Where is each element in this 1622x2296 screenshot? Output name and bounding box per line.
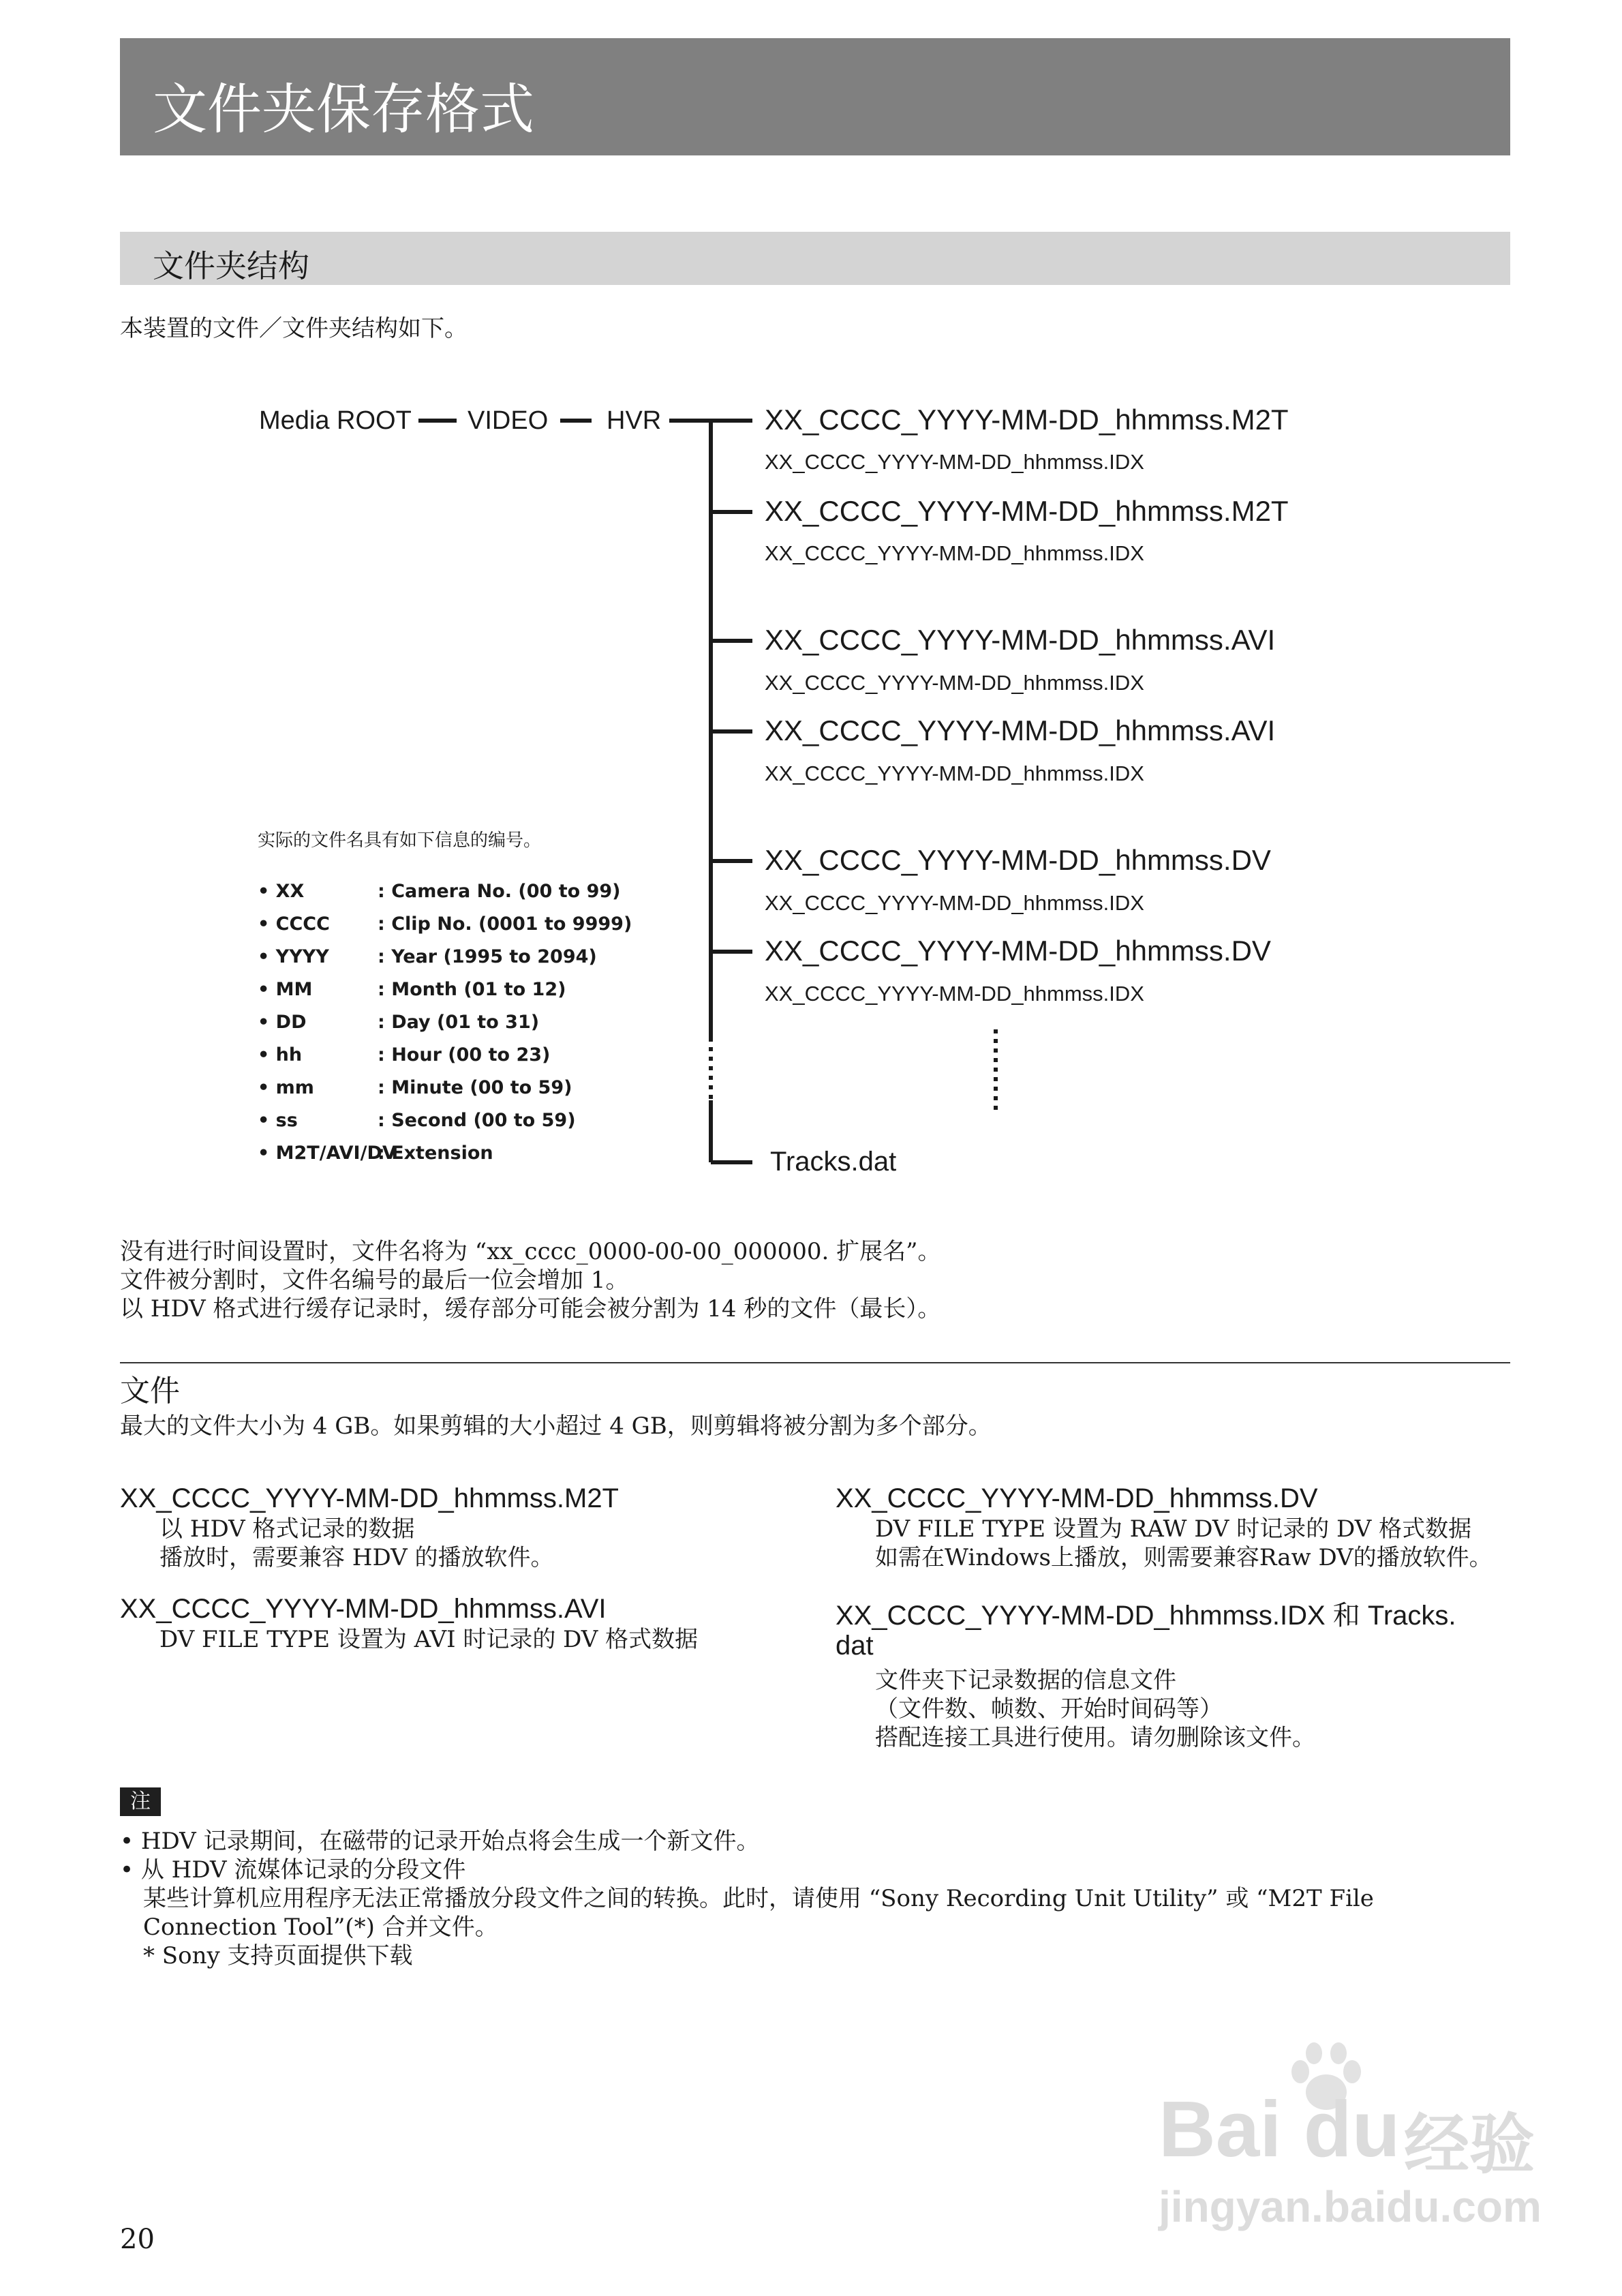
legend-row: • mm : Minute (00 to 59) <box>258 1077 572 1098</box>
m2t-filename: XX_CCCC_YYYY-MM-DD_hhmmss.M2T <box>120 1483 619 1513</box>
tree-tracks-file: Tracks.dat <box>770 1147 897 1177</box>
legend-row: • MM : Month (01 to 12) <box>258 979 566 1000</box>
tree-hvr-label: HVR <box>607 406 662 435</box>
tree-idx-1: XX_CCCC_YYYY-MM-DD_hhmmss.IDX <box>765 450 1144 474</box>
tree-idx-2: XX_CCCC_YYYY-MM-DD_hhmmss.IDX <box>765 541 1144 565</box>
tree-file-1: XX_CCCC_YYYY-MM-DD_hhmmss.M2T <box>765 404 1289 436</box>
note-bullet: • HDV 记录期间，在磁带的记录开始点将会生成一个新文件。 <box>120 1828 760 1855</box>
watermark-cn: 经验 <box>1404 2106 1535 2183</box>
m2t-desc-line: 以 HDV 格式记录的数据 <box>159 1515 415 1543</box>
idx-filename: XX_CCCC_YYYY-MM-DD_hhmmss.IDX 和 Tracks. <box>836 1601 1456 1631</box>
note-line: 文件被分割时，文件名编号的最后一位会增加 1。 <box>120 1267 629 1294</box>
legend-row: • hh : Hour (00 to 23) <box>258 1044 551 1066</box>
idx-desc-line: 文件夹下记录数据的信息文件 <box>875 1667 1176 1694</box>
tree-file-2: XX_CCCC_YYYY-MM-DD_hhmmss.M2T <box>765 495 1289 527</box>
avi-filename: XX_CCCC_YYYY-MM-DD_hhmmss.AVI <box>120 1594 607 1624</box>
idx-desc-line: （文件数、帧数、开始时间码等） <box>875 1695 1223 1723</box>
tree-idx-5: XX_CCCC_YYYY-MM-DD_hhmmss.IDX <box>765 891 1144 915</box>
note-label: 注 <box>120 1787 161 1816</box>
legend-row: • CCCC : Clip No. (0001 to 9999) <box>258 913 632 935</box>
page-number: 20 <box>120 2224 155 2255</box>
note-text: * Sony 支持页面提供下载 <box>143 1942 413 1969</box>
note-bullet: • 从 HDV 流媒体记录的分段文件 <box>120 1856 466 1884</box>
tree-idx-4: XX_CCCC_YYYY-MM-DD_hhmmss.IDX <box>765 761 1144 785</box>
dv-desc-line: 如需在Windows上播放，则需要兼容Raw DV的播放软件。 <box>875 1544 1493 1571</box>
legend-row: • ss : Second (00 to 59) <box>258 1110 576 1131</box>
divider <box>120 1362 1510 1363</box>
avi-desc-line: DV FILE TYPE 设置为 AVI 时记录的 DV 格式数据 <box>159 1626 699 1653</box>
note-text: 某些计算机应用程序无法正常播放分段文件之间的转换。此时，请使用 “Sony Recording Unit Utility” 或 “M2T File <box>143 1885 1374 1912</box>
note-line: 没有进行时间设置时，文件名将为 “xx_cccc_0000-00-00_000000. 扩展名”。 <box>120 1238 941 1265</box>
idx-desc-line: 搭配连接工具进行使用。请勿删除该文件。 <box>875 1724 1315 1751</box>
legend-row: • YYYY : Year (1995 to 2094) <box>258 946 597 967</box>
page-title: 文件夹保存格式 <box>153 78 534 141</box>
legend-row: • XX : Camera No. (00 to 99) <box>258 881 621 902</box>
dv-desc-line: DV FILE TYPE 设置为 RAW DV 时记录的 DV 格式数据 <box>875 1515 1472 1543</box>
m2t-desc-line: 播放时，需要兼容 HDV 的播放软件。 <box>159 1544 554 1571</box>
tree-video-label: VIDEO <box>468 406 549 435</box>
watermark-url: jingyan.baidu.com <box>1159 2182 1542 2231</box>
legend-row: • M2T/AVI/DV: Extension <box>258 1143 493 1164</box>
intro-text: 本装置的文件／文件夹结构如下。 <box>120 315 468 342</box>
idx-filename-cont: dat <box>836 1631 874 1661</box>
tree-root-label: Media ROOT <box>259 406 412 435</box>
legend-title: 实际的文件名具有如下信息的编号。 <box>258 830 542 851</box>
tree-file-3: XX_CCCC_YYYY-MM-DD_hhmmss.AVI <box>765 624 1276 656</box>
note-text: Connection Tool”(*) 合并文件。 <box>143 1914 498 1941</box>
tree-idx-6: XX_CCCC_YYYY-MM-DD_hhmmss.IDX <box>765 982 1144 1006</box>
tree-file-4: XX_CCCC_YYYY-MM-DD_hhmmss.AVI <box>765 714 1276 746</box>
files-intro: 最大的文件大小为 4 GB。如果剪辑的大小超过 4 GB，则剪辑将被分割为多个部分。 <box>120 1413 992 1440</box>
watermark-brand: Bai du <box>1159 2085 1401 2173</box>
note-line: 以 HDV 格式进行缓存记录时，缓存部分可能会被分割为 14 秒的文件（最长）。 <box>120 1295 941 1323</box>
tree-idx-3: XX_CCCC_YYYY-MM-DD_hhmmss.IDX <box>765 671 1144 695</box>
tree-file-5: XX_CCCC_YYYY-MM-DD_hhmmss.DV <box>765 844 1271 876</box>
dv-filename: XX_CCCC_YYYY-MM-DD_hhmmss.DV <box>836 1483 1318 1513</box>
legend-row: • DD : Day (01 to 31) <box>258 1012 540 1033</box>
section-title: 文件夹结构 <box>153 247 309 284</box>
tree-file-6: XX_CCCC_YYYY-MM-DD_hhmmss.DV <box>765 935 1271 967</box>
files-heading: 文件 <box>120 1374 180 1408</box>
